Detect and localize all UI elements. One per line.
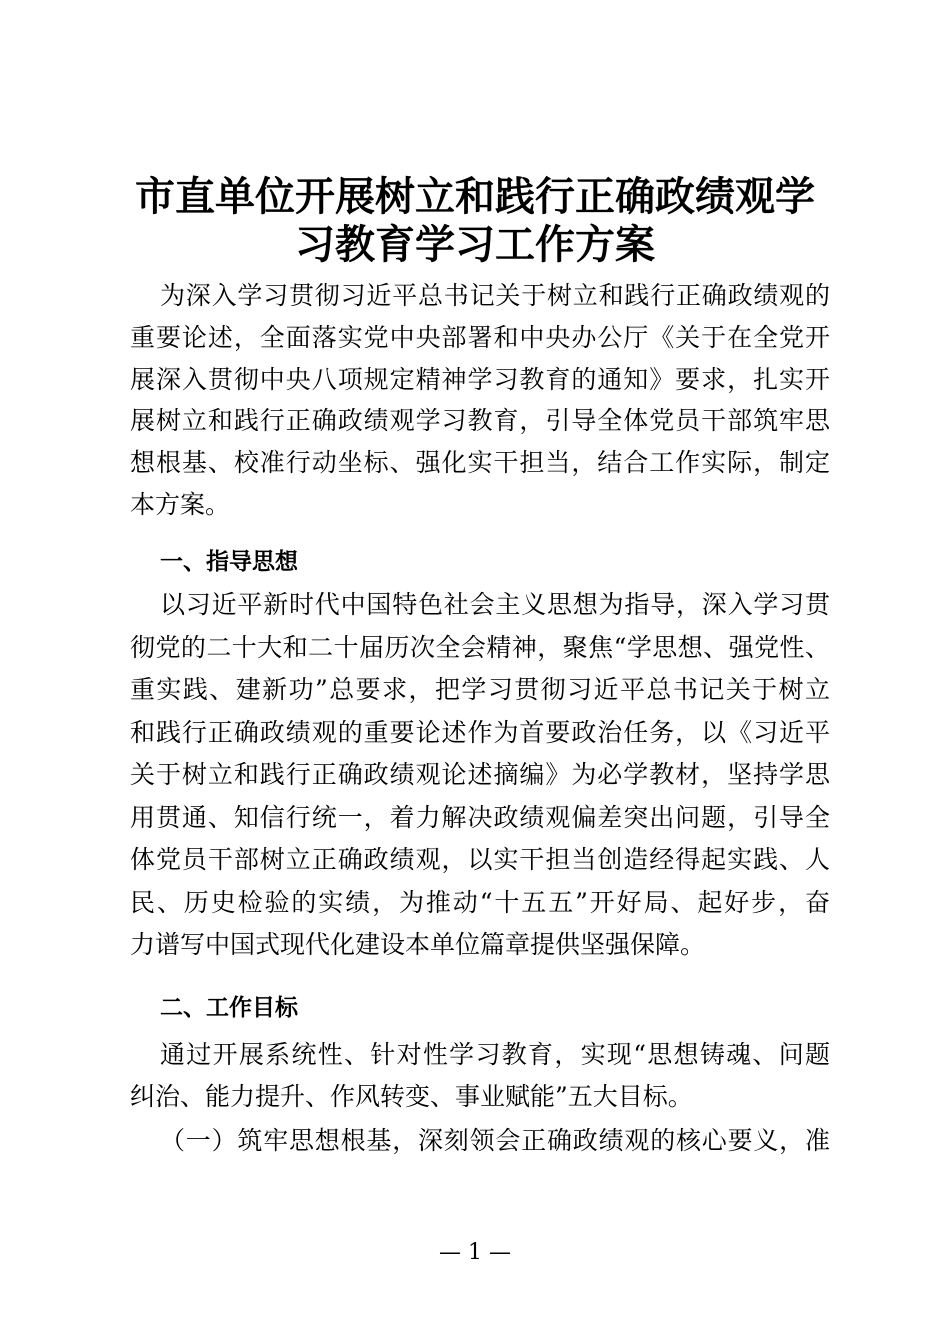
section1-line: 以习近平新时代中国特色社会主义思想为指导，深入学习贯: [160, 590, 830, 619]
document-title-line-2: 习教育学习工作方案: [295, 222, 655, 268]
intro-line: 为深入学习贯彻习近平总书记关于树立和践行正确政绩观的: [160, 281, 830, 310]
section1-line: 民、历史检验的实绩，为推动“十五五”开好局、起好步，奋: [130, 888, 830, 917]
intro-line: 本方案。: [130, 490, 231, 519]
section1-line: 体党员干部树立正确政绩观，以实干担当创造经得起实践、人: [130, 845, 830, 874]
intro-line: 重要论述，全面落实党中央部署和中央办公厅《关于在全党开: [130, 323, 830, 352]
section1-line: 彻党的二十大和二十届历次全会精神，聚焦“学思想、强党性、: [130, 633, 830, 662]
section-heading-work-goals: 二、工作目标: [160, 995, 298, 1021]
section-heading-guiding-ideology: 一、指导思想: [160, 549, 298, 575]
intro-line: 展深入贯彻中央八项规定精神学习教育的通知》要求，扎实开: [130, 365, 830, 394]
section2-line: （一）筑牢思想根基，深刻领会正确政绩观的核心要义，准: [160, 1126, 830, 1155]
section2-line: 通过开展系统性、针对性学习教育，实现“思想铸魂、问题: [160, 1040, 830, 1069]
section1-line: 用贯通、知信行统一，着力解决政绩观偏差突出问题，引导全: [130, 803, 830, 832]
page-number: — 1 —: [439, 1240, 511, 1265]
document-title-line-1: 市直单位开展树立和践行正确政绩观学: [135, 174, 815, 220]
section1-line: 力谱写中国式现代化建设本单位篇章提供坚强保障。: [130, 930, 706, 959]
intro-line: 想根基、校准行动坐标、强化实干担当，结合工作实际，制定: [130, 448, 830, 477]
section1-line: 重实践、建新功”总要求，把学习贯彻习近平总书记关于树立: [130, 675, 830, 704]
intro-line: 展树立和践行正确政绩观学习教育，引导全体党员干部筑牢思: [130, 406, 830, 435]
section1-line: 和践行正确政绩观的重要论述作为首要政治任务，以《习近平: [130, 718, 830, 747]
section2-line: 纠治、能力提升、作风转变、事业赋能”五大目标。: [130, 1082, 693, 1111]
section1-line: 关于树立和践行正确政绩观论述摘编》为必学教材，坚持学思: [130, 760, 830, 789]
